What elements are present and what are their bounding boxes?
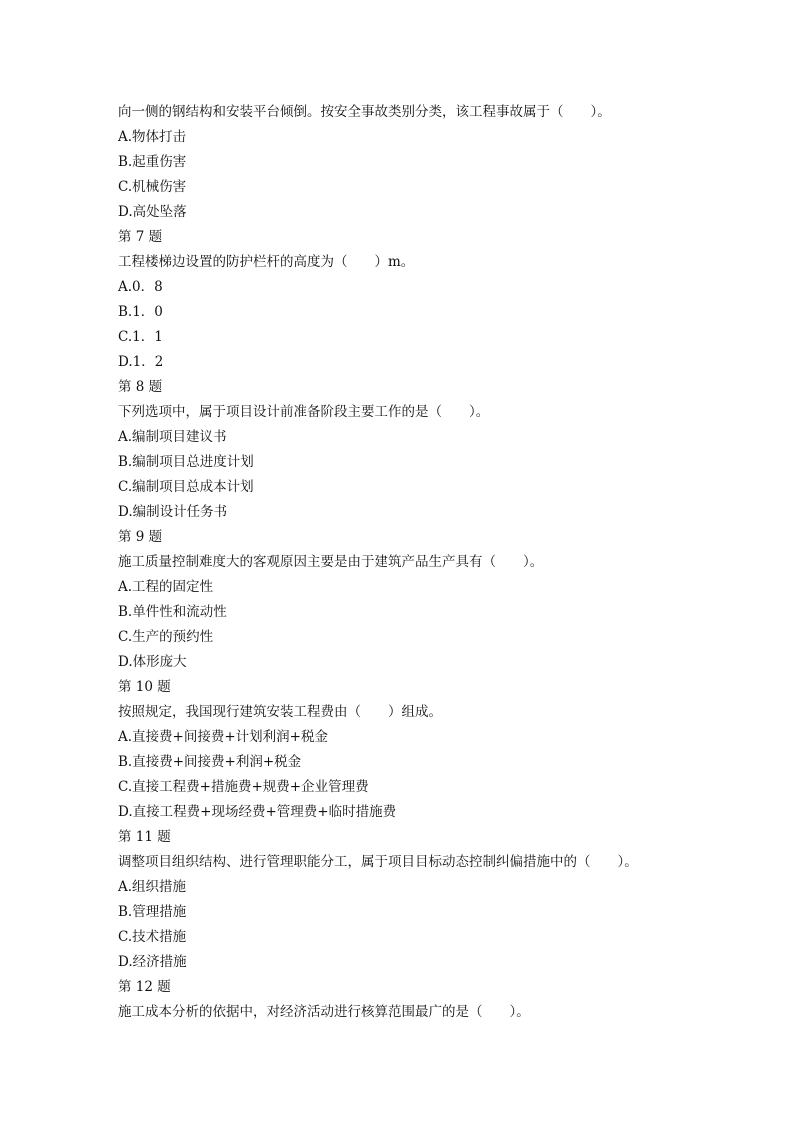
option-c: C.技术措施 xyxy=(118,929,187,945)
question-stem: 工程楼梯边设置的防护栏杆的高度为（ ）m。 xyxy=(118,254,415,270)
question-stem: 施工质量控制难度大的客观原因主要是由于建筑产品生产具有（ ）。 xyxy=(118,554,544,570)
option-a: A.物体打击 xyxy=(118,129,187,145)
question-6-stem-continued: 向一侧的钢结构和安装平台倾倒。按安全事故类别分类，该工程事故属于（ ）。 xyxy=(118,104,611,120)
option-d: D.体形庞大 xyxy=(118,654,187,670)
question-heading: 第 11 题 xyxy=(118,829,171,845)
question-heading: 第 10 题 xyxy=(118,679,171,695)
option-b: B.起重伤害 xyxy=(118,154,187,170)
option-a: A.直接费+间接费+计划利润+税金 xyxy=(118,729,328,745)
option-c: C.1．1 xyxy=(118,329,163,345)
option-a: A.工程的固定性 xyxy=(118,579,214,595)
option-c: C.直接工程费+措施费+规费+企业管理费 xyxy=(118,779,369,795)
option-a: A.组织措施 xyxy=(118,879,187,895)
option-b: B.编制项目总进度计划 xyxy=(118,454,254,470)
option-c: C.生产的预约性 xyxy=(118,629,214,645)
option-b: B.直接费+间接费+利润+税金 xyxy=(118,754,302,770)
option-c: C.编制项目总成本计划 xyxy=(118,479,254,495)
option-b: B.管理措施 xyxy=(118,904,187,920)
option-b: B.1．0 xyxy=(118,304,163,320)
question-stem: 下列选项中，属于项目设计前准备阶段主要工作的是（ ）。 xyxy=(118,404,490,420)
option-c: C.机械伤害 xyxy=(118,179,187,195)
option-d: D.直接工程费+现场经费+管理费+临时措施费 xyxy=(118,804,397,820)
question-stem: 调整项目组织结构、进行管理职能分工，属于项目目标动态控制纠偏措施中的（ ）。 xyxy=(118,854,638,870)
option-d: D.1．2 xyxy=(118,354,164,370)
document-page xyxy=(118,100,718,1025)
option-a: A.0．8 xyxy=(118,279,163,295)
question-heading: 第 9 题 xyxy=(118,529,163,545)
option-d: D.经济措施 xyxy=(118,954,187,970)
question-heading: 第 12 题 xyxy=(118,979,171,995)
question-stem: 施工成本分析的依据中，对经济活动进行核算范围最广的是（ ）。 xyxy=(118,1004,530,1020)
question-heading: 第 7 题 xyxy=(118,229,163,245)
option-d: D.高处坠落 xyxy=(118,204,187,220)
option-a: A.编制项目建议书 xyxy=(118,429,227,445)
option-b: B.单件性和流动性 xyxy=(118,604,227,620)
question-heading: 第 8 题 xyxy=(118,379,163,395)
question-stem: 按照规定，我国现行建筑安装工程费由（ ）组成。 xyxy=(118,704,442,720)
option-d: D.编制设计任务书 xyxy=(118,504,228,520)
